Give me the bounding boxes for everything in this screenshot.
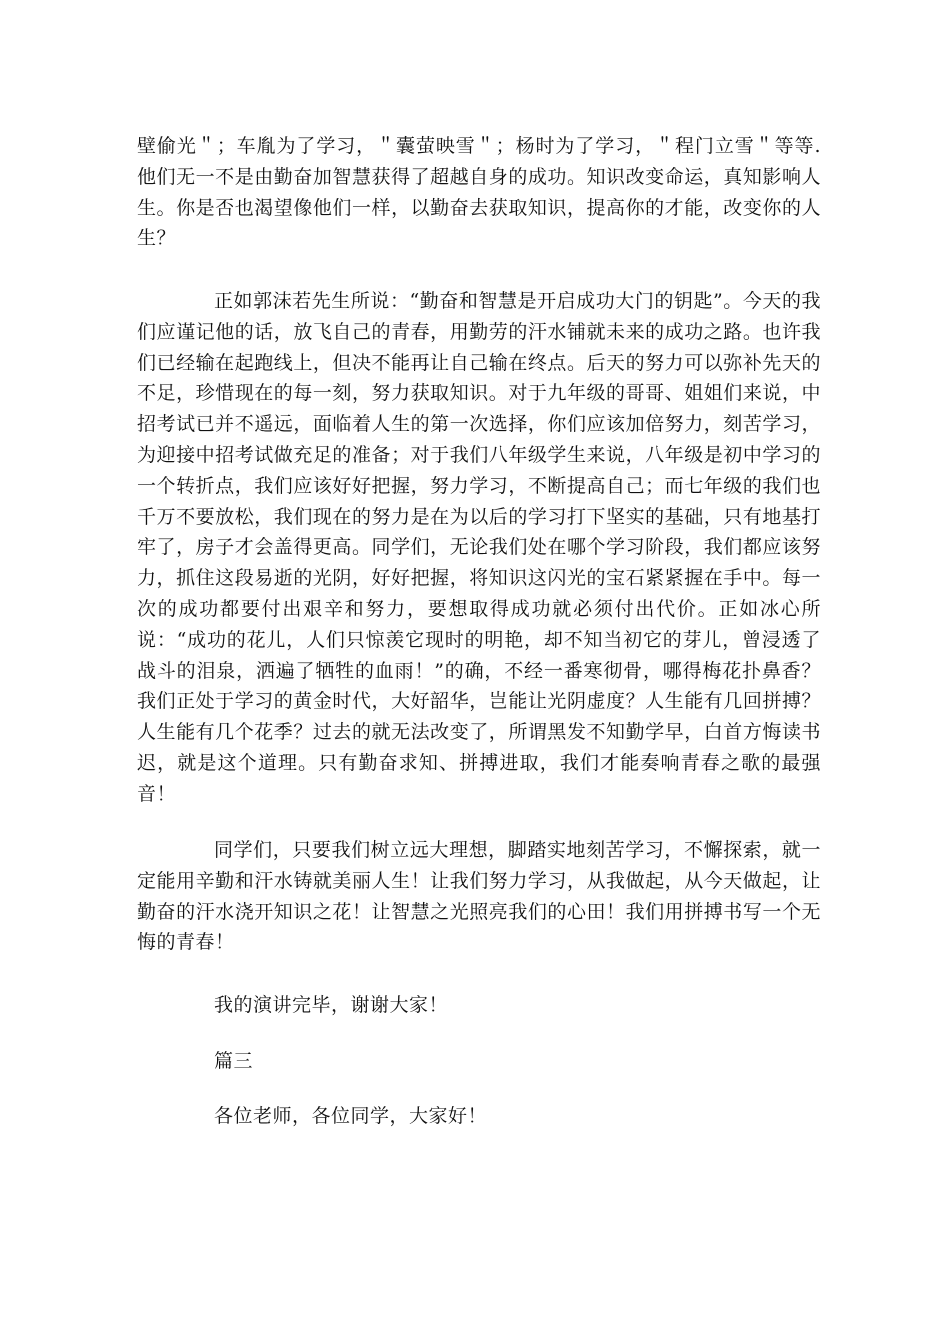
section-heading: 篇三	[214, 1050, 254, 1072]
paragraph-continuation: 壁偷光＂；车胤为了学习，＂囊萤映雪＂；杨时为了学习，＂程门立雪＂等等.他们无一不是由勤奋加智慧获得了超越自身的成功。知识改变命运，真知影响人生。你是否也渴望像他们一样，以勤奋去获取知识，提高你的才能，改变你的人生？	[137, 135, 821, 250]
paragraph-closing: 我的演讲完毕，谢谢大家！	[214, 994, 449, 1016]
paragraph-diligence-wisdom: 正如郭沫若先生所说：“勤奋和智慧是开启成功大门的钥匙”。今天的我们应谨记他的话，放飞自己的青春，用勤劳的汗水铺就未来的成功之路。也许我们已经输在起跑线上，但决不能再让自己输在终点。后天的努力可以弥补先天的不足，珍惜现在的每一刻，努力获取知识。对于九年级的哥哥、姐姐们来说，中招考试已并不遥远，面临着人生的第一次选择，你们应该加倍努力，刻苦学习，为迎接中招考试做充足的准备；对于我们八年级学生来说，八年级是初中学习的一个转折点，我们应该好好把握，努力学习，不断提高自己；而七年级的我们也千万不要放松，我们现在的努力是在为以后的学习打下坚实的基础，只有地基打牢了，房子才会盖得更高。同学们，无论我们处在哪个学习阶段，我们都应该努力，抓住这段易逝的光阴，好好把握，将知识这闪光的宝石紧紧握在手中。每一次的成功都要付出艰辛和努力，要想取得成功就必须付出代价。正如冰心所说：“成功的花儿，人们只惊羡它现时的明艳，却不知当初它的芽儿，曾浸透了战斗的泪泉，洒遍了牺牲的血雨！”的确，不经一番寒彻骨，哪得梅花扑鼻香？我们正处于学习的黄金时代，大好韶华，岂能让光阴虚度？人生能有几回拼搏？人生能有几个花季？过去的就无法改变了，所谓黑发不知勤学早，白首方悔读书迟，就是这个道理。只有勤奋求知、拼搏进取，我们才能奏响青春之歌的最强音！	[137, 290, 821, 805]
paragraph-greeting: 各位老师，各位同学，大家好！	[214, 1105, 488, 1127]
paragraph-call-to-action: 同学们，只要我们树立远大理想，脚踏实地刻苦学习，不懈探索，就一定能用辛勤和汗水铸就美丽人生！让我们努力学习，从我做起，从今天做起，让勤奋的汗水浇开知识之花！让智慧之光照亮我们的心田！我们用拼搏书写一个无悔的青春！	[137, 839, 821, 954]
